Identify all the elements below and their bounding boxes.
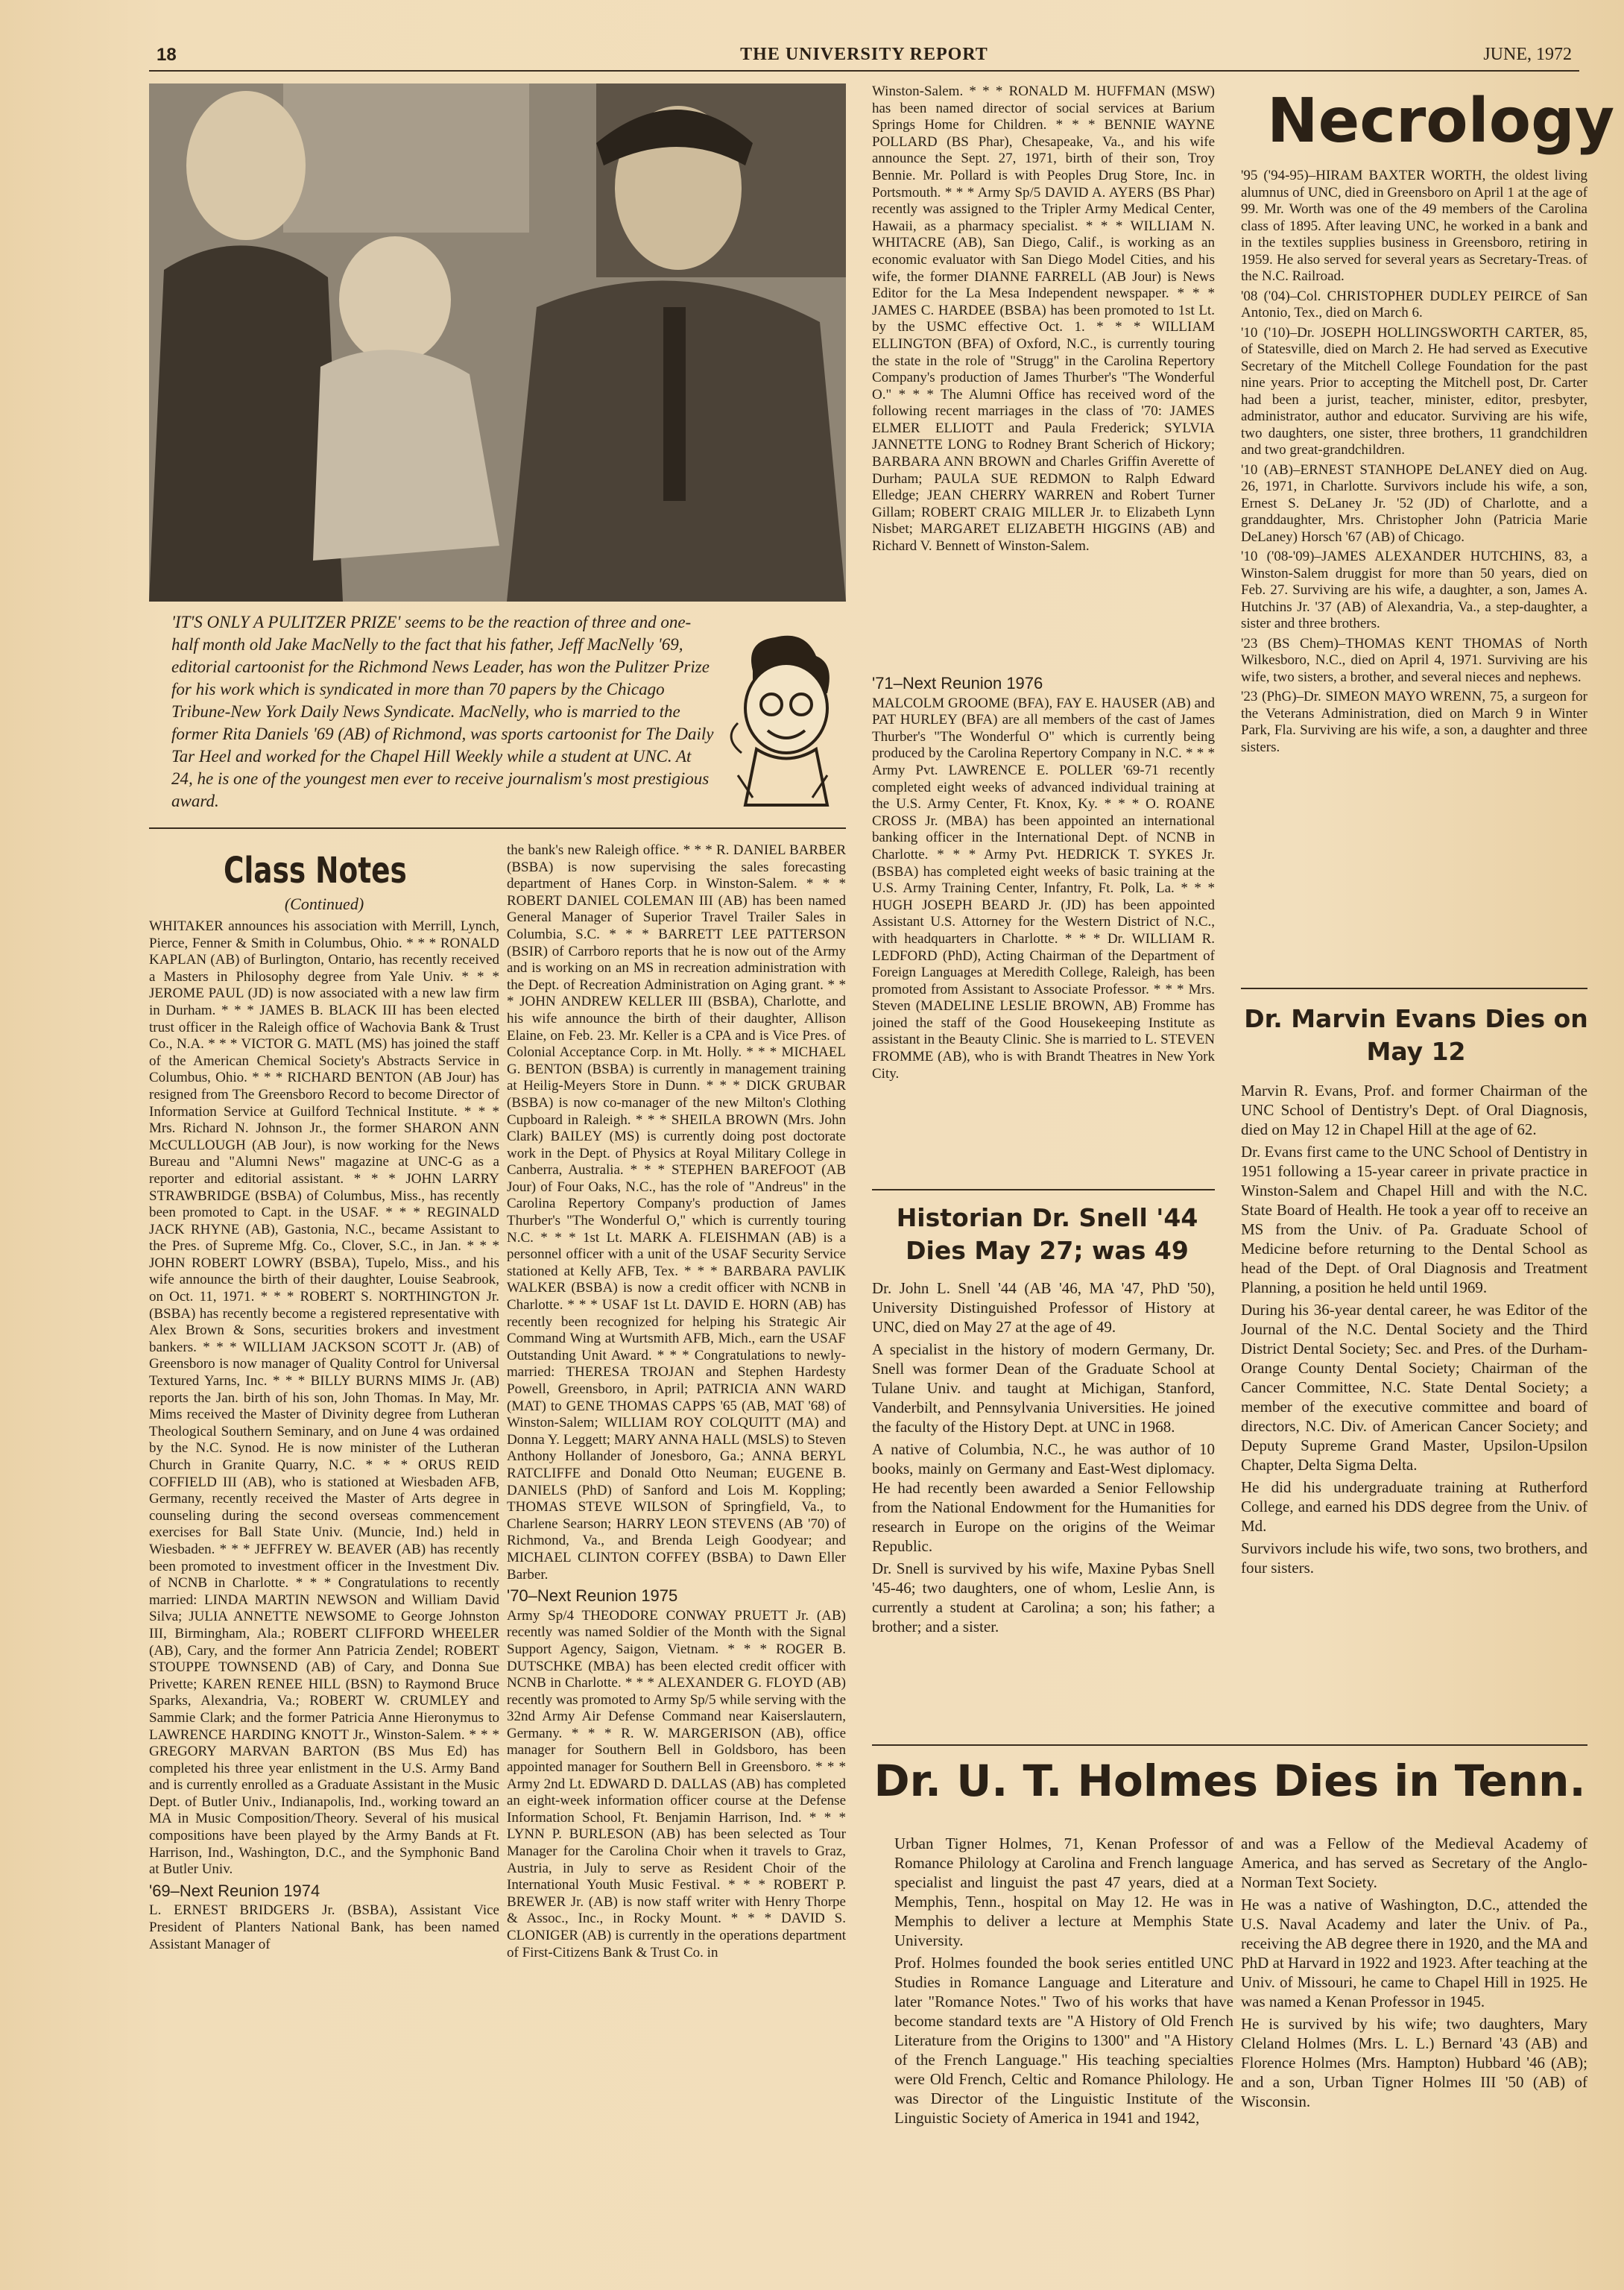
paragraph: Prof. Holmes founded the book series entitled UNC Studies in Romance Language and Literature and later "Romance Notes." Two of his works that have become standard texts are "A History of Old French Literature from the Origins to 1300" and "A History of the French Language." His teaching specialties were Old French, Celtic and Romance Philology. He was Director of the Linguistic Institute of the Linguistic Society of America in 1941 and 1942, — [894, 1954, 1233, 2127]
necrology-title: Necrology — [1267, 86, 1615, 157]
paragraph: Survivors include his wife, two sons, two brothers, and four sisters. — [1241, 1539, 1587, 1577]
holmes-article-col2 — [1241, 1834, 1587, 2266]
paragraph: Urban Tigner Holmes, 71, Kenan Professor of Romance Philology at Carolina and French language specialist and linguist the past 47 years, died at a Memphis, Tenn., hospital on May 12. He was in Memphis to deliver a lecture at Memphis State University. — [894, 1835, 1233, 1949]
divider — [149, 827, 846, 829]
paragraph: the bank's new Raleigh office. * * * R. DANIEL BARBER (BSBA) is now supervising the sales forecasting department of Hanes Corp. in Winston-Salem. * * * ROBERT DANIEL COLEMAN III (AB) has been named General Manager of Superior Travel Trailer Sales in Columbia, S.C. * * * BARRETT LEE PATTERSON (BSIR) of Carrboro reports that he is now out of the Army and is working on an MS in recreation administration with the Dept. of Recreation Administration on Aging grant. * * * JOHN ANDREW KELLER III (BSBA), Charlotte, and his wife announce the birth of their daughter, Allison Elaine, on Feb. 23. Mr. Keller is a CPA and is Vice Pres. of Colonial Acceptance Corp. in Mt. Holly. * * * MICHAEL G. BENTON (BSBA) is currently in management training at Heilig-Meyers Store in Dunn. * * * DICK GRUBAR (BSBA) is now co-manager of the new Milton's Clothing Cupboard in Raleigh. * * * SHEILA BROWN (Mrs. John Clark) BAILEY (MS) is currently doing post doctorate work in the Dept. of Physics at Royal Military College in Canberra, Australia. * * * STEPHEN BAREFOOT (AB Jour) of Four Oaks, N.C., has the role of "Andreus" in the Carolina Repertory Company's production of James Thurber's "The Wonderful O," which is currently touring N.C. * * * 1st Lt. MARK A. FLEISHMAN (AB) is a personnel officer with a unit of the USAF Security Service stationed at Kelly AFB, Tex. * * * BARBARA PAVLIK WALKER (BSBA) is now a credit officer with NCNB in Charlotte. * * * USAF 1st Lt. DAVID E. HORN (AB) has recently been recognized for helping his Strategic Air Command Wing at Wurtsmith AFB, Mich., earn the USAF Outstanding Unit Award. * * * Congratulations to newly-married: THERESA TROJAN and Stephen Hardesty Powell, Greensboro, in April; PATRICIA ANN WARD (MAT) to GENE THOMAS CAPPS '65 (AB, MAT '68) of Winston-Salem; WILLIAM ROY COLQUITT (MA) and Donna Y. Leggett; MARY ANNA HALL (MSLS) to Steven Anthony Hollander of Jonesboro, Ga.; ANNA BERYL RATCLIFFE and Donald Otto Neuman; EUGENE B. DANIELS (PhD) of Sanford and Lois M. Koppling; THOMAS STEVE WILSON of Springfield, Va., to Charlene Searson; HARRY LEON STEVENS (AB '70) of Richmond, Va., and Brenda Leigh Goodyear; and MICHAEL CLINTON COFFEY (BSBA) to Dawn Eller Barber. — [507, 842, 846, 1583]
subhead: '69–Next Reunion 1974 — [149, 1881, 320, 1900]
class-notes-column-1 — [149, 918, 499, 2260]
paragraph: L. ERNEST BRIDGERS Jr. (BSBA), Assistant Vice President of Planters National Bank, has been named Assistant Manager of — [149, 1902, 499, 1952]
paragraph: Dr. John L. Snell '44 (AB '46, MA '47, PhD '50), University Distinguished Professor of History at UNC, died on May 27 at the age of 49. — [872, 1279, 1215, 1336]
paragraph: During his 36-year dental career, he was Editor of the Journal of the N.C. Dental Society and the Third District Dental Society; Sec. and Pres. of the Durham-Orange County Dental Society; Chairman of the Cancer Committee, N.C. State Dental Society; a member of the executive committee and board of directors, N.C. Div. of American Cancer Society; and Deputy Supreme Grand Master, Upsilon-Upsilon Chapter, Delta Sigma Delta. — [1241, 1301, 1587, 1474]
paragraph: Dr. Evans first came to the UNC School of Dentistry in 1951 following a 15-year career in private practice in Winston-Salem and Chapel Hill and with the N.C. State Board of Health. He took a year off to receive an MS from the Univ. of Pa. Graduate School of Medicine before returning to the Dental School as head of the Dept. of Oral Diagnosis and Treatment Planning, a position he held until 1969. — [1241, 1143, 1587, 1296]
page-header — [149, 39, 1579, 72]
photo-caption: 'IT'S ONLY A PULITZER PRIZE' seems to be the reaction of three and one-half month old Jake MacNelly to the fact that his father, Jeff MacNelly '69, editorial cartoonist for the Richmond News Leader, has won the Pulitzer Prize for his work which is syndicated in more than 70 papers by the Chicago Tribune-New York Daily News Syndicate. MacNelly, who is married to the former Rita Daniels '69 (AB) of Richmond, was sports cartoonist for The Daily Tar Heel and worked for the Chapel Hill Weekly while a student at UNC. At 24, he is one of the youngest men ever to receive journalism's most prestigious award. — [171, 613, 714, 810]
paragraph: and was a Fellow of the Medieval Academy of America, and has served as Secretary of the Anglo-Norman Text Society. — [1241, 1835, 1587, 1891]
holmes-article-col1 — [894, 1834, 1233, 2266]
evans-article — [1241, 1081, 1587, 1729]
paragraph: Dr. Snell is survived by his wife, Maxine Pybas Snell '45-46; two daughters, one of whom, Leslie Ann, is currently a student at Carolina; a son; his father; a brother; and a sister. — [872, 1559, 1215, 1636]
paragraph: Army Sp/4 THEODORE CONWAY PRUETT Jr. (AB) recently was named Soldier of the Month with the Signal Support Agency, Saigon, Vietnam. * * * ROGER B. DUTSCHKE (MBA) has been elected credit officer with NCNB in Charlotte. * * * ALEXANDER G. FLOYD (AB) recently was promoted to Army Sp/5 while serving with the 32nd Army Air Defense Command near Kaiserslautern, Germany. * * * R. W. MARGERISON (AB), office manager for Southern Bell in Goldsboro, has been appointed manager for Southern Bell in Greensboro. * * * Army 2nd Lt. EDWARD D. DALLAS (AB) has completed an eight-week information officer course at the Defense Information School, Ft. Benjamin Harrison, Ind. * * * LYNN P. BURLESON (AB) has been selected as Tour Manager for the Carolina Choir when it travels to Graz, Austria, in July to serve as Resident Choir of the International Youth Music Festival. * * * ROBERT P. BREWER Jr. (AB) is now staff writer with Henry Thorpe & Assoc., Inc., in Rocky Mount. * * * DAVID S. CLONIGER (AB) is currently in the operations department of First-Citizens Bank & Trust Co. in — [507, 1607, 846, 1961]
class-notes-title: Class Notes — [224, 850, 407, 892]
paragraph: He is survived by his wife; two daughters, Mary Cleland Holmes (Mrs. L. L.) Bernard '43 (AB) and Florence Holmes (Mrs. Hampton) Hubbard '46 (AB); and a son, Urban Tigner Holmes III '50 (AB) of Wisconsin. — [1241, 2015, 1587, 2110]
paragraph: MALCOLM GROOME (BFA), FAY E. HAUSER (AB) and PAT HURLEY (BFA) are all members of the cast of James Thurber's "The Wonderful O" which is currently being produced by the Carolina Repertory Company in N.C. * * * Army Pvt. LAWRENCE E. POLLER '69-71 recently completed eight weeks of advanced individual training at the U.S. Army Center, Ft. Knox, Ky. * * * O. ROANE CROSS Jr. (MBA) has been appointed an international banking officer in the International Dept. of NCNB in Charlotte. * * * Army Pvt. HEDRICK T. SYKES Jr. (BSBA) has completed eight weeks of basic training at the U.S. Army Training Center, Infantry, Ft. Polk, La. * * * HUGH JOSEPH BEARD Jr. (JD) has been appointed Assistant U.S. Attorney for the Western District of N.C., with headquarters in Charlotte. * * * Dr. WILLIAM R. LEDFORD (PhD), Acting Chairman of the Department of Foreign Languages at Meredith College, Raleigh, has been promoted from Assistant to Associate Professor. * * * Mrs. Steven (MADELINE LESLIE BROWN, AB) Fromme has joined the staff of the Good Housekeeping Institute as assistant in the Beauty Clinic. She is married to L. STEVEN FROMME (AB), who is with Brandt Theatres in New York City. — [872, 695, 1215, 1082]
obituary-entry: '08 ('04)–Col. CHRISTOPHER DUDLEY PEIRCE of San Antonio, Tex., died on March 6. — [1241, 288, 1587, 321]
obituary-entry: '10 (AB)–ERNEST STANHOPE DeLANEY died on Aug. 26, 1971, in Charlotte. Survivors include his wife, a son, Ernest S. DeLaney Jr. '52 (JD) of Charlotte, and a granddaughter, Mrs. Christopher John (Patricia Marie DeLaney) Horsch '67 (AB) of Chicago. — [1241, 461, 1587, 545]
paragraph: Marvin R. Evans, Prof. and former Chairman of the UNC School of Dentistry's Dept. of Oral Diagnosis, died on May 12 in Chapel Hill at the age of 62. — [1241, 1082, 1587, 1138]
class-notes-column-3b — [872, 671, 1215, 1193]
class-notes-subtitle: (Continued) — [284, 895, 364, 913]
page-number: 18 — [157, 45, 177, 65]
obituary-entry: '23 (BS Chem)–THOMAS KENT THOMAS of North Wilkesboro, N.C., died on April 4, 1971. Surviving are his wife, two sisters, a brother, and several nieces and nephews. — [1241, 635, 1587, 685]
evans-headline: Dr. Marvin Evans Dies on May 12 — [1244, 1004, 1588, 1066]
divider — [1241, 988, 1587, 989]
necrology-column — [1241, 168, 1587, 973]
snell-article — [872, 1278, 1215, 1726]
class-notes-column-2 — [507, 842, 846, 2259]
obituary-entry: '95 ('94-95)–HIRAM BAXTER WORTH, the oldest living alumnus of UNC, died in Greensboro on April 1 at the age of 99. Mr. Worth was one of the 49 members of the Carolina class of 1895. After leaving UNC, he worked in a bank and in the textiles supplies business in Greensboro, retiring in 1959. He also served for several years as Secretary-Treas. of the N.C. Railroad. — [1241, 168, 1587, 284]
paragraph: A native of Columbia, N.C., he was author of 10 books, mainly on Germany and East-West diplomacy. He had recently been awarded a Senior Fellowship from the National Endowment for the Humanities for research in Europe on the origins of the Weimar Republic. — [872, 1440, 1215, 1555]
issue-date: JUNE, 1972 — [1483, 45, 1572, 64]
paragraph: He was a native of Washington, D.C., attended the U.S. Naval Academy and later the Univ. of Pa., receiving the AB degree there in 1920, and the MA and PhD at Harvard in 1922 and 1923. After teaching at the Univ. of Missouri, he came to Chapel Hill in 1925. He was named a Kenan Professor in 1945. — [1241, 1896, 1587, 2010]
publication-title: THE UNIVERSITY REPORT — [740, 45, 988, 64]
obituary-entry: '10 ('10)–Dr. JOSEPH HOLLINGSWORTH CARTER, 85, of Statesville, died on March 2. He had served as Executive Secretary of the Mitchell College Foundation for the past nine years. Prior to accepting the Mitchell post, Dr. Carter had been a jurist, teacher, minister, editor, presbyter, administrator, author and educator. Surviving are his wife, two daughters, one sister, three brothers, 11 grandchildren and two great-grandchildren. — [1241, 324, 1587, 458]
snell-headline: Historian Dr. Snell '44 Dies May 27; was 49 — [896, 1203, 1198, 1265]
divider — [872, 1744, 1587, 1746]
paragraph: WHITAKER announces his association with Merrill, Lynch, Pierce, Fenner & Smith in Columbus, Ohio. * * * RONALD KAPLAN (AB) of Burlington, Ontario, has recently received a Masters in Philosophy degree from Yale Univ. * * * JEROME PAUL (JD) is now associated with a new law firm in Durham. * * * JAMES B. BLACK III has been elected trust officer in the Raleigh office of Wachovia Bank & Trust Co., N.A. * * * VICTOR G. MATL (MS) has joined the staff of the American Chemical Society's Abstracts Service in Columbus, Ohio. * * * RICHARD BENTON (AB Jour) has resigned from The Greensboro Record to become Director of Information Service at Guilford Technical Institute. * * * Mrs. Richard N. Johnson Jr., the former SHARON ANN McCULLOUGH (AB Jour), is now working for the News Bureau and "Alumni News" magazine at UNC-G as a reporter and editorial assistant. * * * JOHN LARRY STRAWBRIDGE (BSBA) of Columbus, Miss., has recently been promoted to Capt. in the USAF. * * * REGINALD JACK RHYNE (AB), Gastonia, N.C., became Assistant to the Pres. of Supreme Mfg. Co., Clover, S.C., in Jan. * * * JOHN ROBERT LOWRY (BSBA), Tupelo, Miss., and his wife announce the birth of their daughter, Louise Seabrook, on Oct. 11, 1971. * * * ROBERT S. NORTHINGTON Jr. (BSBA) has recently become a registered representative with Alex Brown & Sons, securities brokers and investment bankers. * * * WILLIAM JACKSON SCOTT Jr. (AB) of Greensboro is now manager of Quality Control for Universal Textured Yarns, Inc. * * * BILLY BURNS MIMS Jr. (AB) reports the Jan. birth of his son, John Thomas. In May, Mr. Mims received the Master of Divinity degree from Lutheran Theological Southern Seminary, and on June 4 was ordained by the N.C. Synod. He is now minister of the Lutheran Church in Granite Quarry, N.C. * * * ORUS REID COFFIELD III (AB), who is stationed at Wiesbaden AFB, Germany, recently received the Master of Arts degree in counseling during the second overseas commencement exercises for Ball State Univ. (Muncie, Ind.) held in Wiesbaden. * * * JEFFREY W. BEAVER (AB) has recently been promoted to investment officer in the Investment Div. of NCNB in Charlotte. * * * Congratulations to recently married: LINDA MARTIN NEWSON and William David Silva; JULIA ANNETTE NEWSOME to George Johnston III, Birmingham, Ala.; ROBERT CLIFFORD WHEELER (AB), Cary, and the former Ann Patricia Zendel; ROBERT STOUPPE TOWNSEND (AB) of Cary, and Donna Sue Privette; KAREN RENEE HILL (BSN) to Raymond Bruce Sparks, Alexandria, Va.; ROBERT W. CRUMLEY and Sammie Clark; and the former Patricia Anne Hieronymus to LAWRENCE HARDING KNOTT Jr., Winston-Salem. * * * GREGORY MARVAN BARTON (BS Mus Ed) has completed his three year enlistment in the U.S. Army Band and is currently enrolled as a Graduate Assistant in the Music Dept. of Butler Univ., Indianapolis, Ind., working toward an MA in Music Composition/Theory. Several of his musical compositions have been played by the Army Bands at Ft. Harrison, Ind., Washington, D.C., and the Symphonic Band at Butler Univ. — [149, 918, 499, 1878]
subhead: '70–Next Reunion 1975 — [507, 1586, 678, 1606]
family-photo — [149, 83, 846, 602]
divider — [872, 1189, 1215, 1190]
obituary-entry: '23 (PhG)–Dr. SIMEON MAYO WRENN, 75, a surgeon for the Veterans Administration, died on March 9 in Winter Park, Fla. Surviving are his wife, a son, a daughter and three sisters. — [1241, 689, 1587, 755]
holmes-headline: Dr. U. T. Holmes Dies in Tenn. — [873, 1756, 1586, 1806]
paragraph: A specialist in the history of modern Germany, Dr. Snell was former Dean of the Graduate School at Tulane Univ. and taught at Michigan, Stanford, Vanderbilt, and Pennsylvania Universities. He joined the faculty of the History Dept. at UNC in 1968. — [872, 1340, 1215, 1436]
paragraph: He did his undergraduate training at Rutherford College, and earned his DDS degree from the Univ. of Md. — [1241, 1478, 1587, 1535]
class-notes-column-3 — [872, 83, 1215, 672]
subhead: '71–Next Reunion 1976 — [872, 674, 1043, 693]
obituary-entry: '10 ('08-'09)–JAMES ALEXANDER HUTCHINS, 83, a Winston-Salem druggist for more than 50 years, died on Feb. 27. Surviving are his wife, a daughter, a son, James A. Hutchins Jr. '37 (AB) of Alexandria, Va., a step-daughter, a sister and three brothers. — [1241, 549, 1587, 631]
paragraph: Winston-Salem. * * * RONALD M. HUFFMAN (MSW) has been named director of social services at Barium Springs Home for Children. * * * BENNIE WAYNE POLLARD (BS Phar), Chesapeake, Va., and his wife announce the Sept. 27, 1971, birth of their son, Troy Bennie. Mr. Pollard is with Peoples Drug Store, Inc. in Portsmouth. * * * Army Sp/5 DAVID A. AYERS (BS Phar) recently was assigned to the Tripler Army Medical Center, Hawaii, as a pharmacy specialist. * * * WILLIAM N. WHITACRE (AB), San Diego, Calif., is working as an economic evaluator with San Diego Model Cities, and his wife, the former DIANNE FARRELL (AB Jour) is News Editor for the La Mesa Independent newspaper. * * * JAMES C. HARDEE (BSBA) has been promoted to 1st Lt. by the USMC effective Oct. 1. * * * WILLIAM ELLINGTON (BFA) of Oxford, N.C., is currently touring the state in the role of "Strugg" in the Carolina Repertory Company's production of James Thurber's "The Wonderful O." * * * The Alumni Office has received word of the following recent marriages in the class of '70: JAMES ELMER ELLIOTT and Paula Frederick; SYLVIA JANNETTE LONG to Rodney Brant Scherich of Hickory; BARBARA ANN BROWN and Charles Griffin Averette of Durham; PAULA SUE REDMON to Ralph Edward Elledge; JEAN CHERRY WARREN and Robert Turner Gillam; ROBERT CRAIG MILLER Jr. to Elizabeth Lynn Nisbet; MARGARET ELIZABETH HIGGINS (AB) and Richard V. Bennett of Winston-Salem. — [872, 83, 1215, 555]
cartoon-illustration — [723, 626, 846, 824]
